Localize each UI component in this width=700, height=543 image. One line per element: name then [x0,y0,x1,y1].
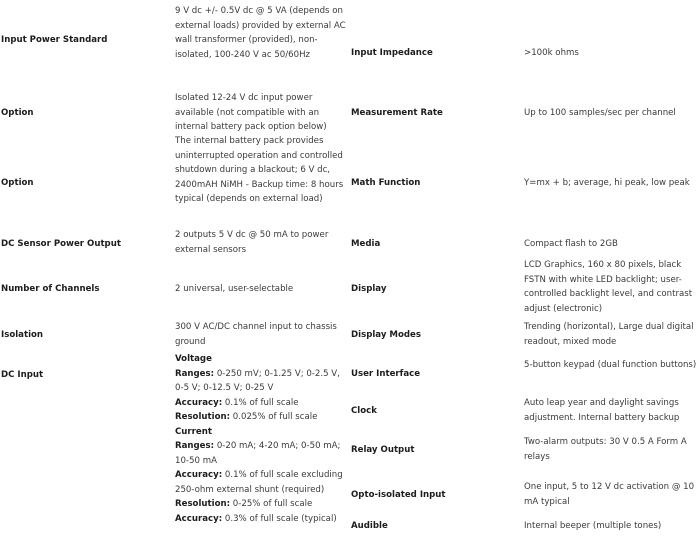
spec-value: Auto leap year and daylight savings adjustment. Internal battery backup [524,398,680,423]
spec-label: DC Input [1,370,44,380]
spec-label: Option [1,178,34,188]
current-accuracy: Accuracy: 0.1% of full scale excluding 250-ohm external shunt (required) [175,470,343,495]
spec-label: Isolation [1,330,44,340]
spec-label: Media [351,239,381,249]
spec-value: 2 outputs 5 V dc @ 50 mA to power external sensors [175,230,329,255]
spec-value: One input, 5 to 12 V dc activation @ 10 mA typical [524,482,695,507]
spec-value: 2 universal, user-selectable [175,284,294,294]
spec-label: Measurement Rate [351,108,443,118]
spec-value: Internal beeper (multiple tones) [524,521,662,531]
spec-label: User Interface [351,369,421,379]
spec-value: >100k ohms [524,48,579,58]
spec-value: 5-button keypad (dual function buttons) [524,360,697,370]
spec-label: Clock [351,406,377,416]
voltage-resolution: Resolution: 0.025% of full scale [175,412,318,422]
current-accuracy-typical: Accuracy: 0.3% of full scale (typical) [175,513,337,524]
spec-label: Relay Output [351,445,415,455]
spec-label: Number of Channels [1,284,100,294]
voltage-ranges: Ranges: 0-250 mV; 0-1.25 V; 0-2.5 V, 0-5 V; 0-12.5 V; 0-25 V [175,368,340,393]
spec-value: LCD Graphics, 160 x 80 pixels, black FSTN with white LED backlight; user-controlled backlight level, and contrast adjust (electronic) [524,260,693,314]
spec-label: Math Function [351,178,421,188]
spec-value: Up to 100 samples/sec per channel [524,108,676,118]
spec-label: Opto-isolated Input [351,490,446,500]
spec-label: Input Power Standard [1,35,108,45]
spec-label: Display [351,284,387,294]
spec-value: The internal battery pack provides uninterrupted operation and controlled shutdown during a blackout; 6 V dc, 2400mAH NiMH - Backup time: 8 hours typical (depends on external load) [175,136,344,204]
spec-label: Audible [351,521,388,531]
spec-value: 300 V AC/DC channel input to chassis ground [175,322,337,347]
spec-label: Option [1,108,34,118]
spec-value: Trending (horizontal), Large dual digital readout, mixed mode [524,322,694,347]
current-ranges: Ranges: 0-20 mA; 4-20 mA; 0-50 mA; 10-50 mA [175,441,341,466]
spec-label: Display Modes [351,330,421,340]
spec-label: DC Sensor Power Output [1,239,121,249]
current-heading: Current [175,426,212,437]
voltage-accuracy: Accuracy: 0.1% of full scale [175,397,299,408]
current-resolution: Resolution: 0-25% of full scale [175,499,313,509]
spec-value: Two-alarm outputs: 30 V 0.5 A Form A relays [524,437,687,462]
voltage-heading: Voltage [175,354,212,364]
dc-input-details [175,352,349,526]
spec-value: Compact flash to 2GB [524,239,618,249]
spec-value: Y=mx + b; average, hi peak, low peak [524,178,690,188]
spec-value: 9 V dc +/- 0.5V dc @ 5 VA (depends on external loads) provided by external AC wall transformer (provided), non-isolated, 100-240 V ac 50/60Hz [175,6,346,60]
spec-label: Input Impedance [351,48,433,58]
spec-value: Isolated 12-24 V dc input power available (not compatible with an internal battery pack option below) [175,93,327,132]
